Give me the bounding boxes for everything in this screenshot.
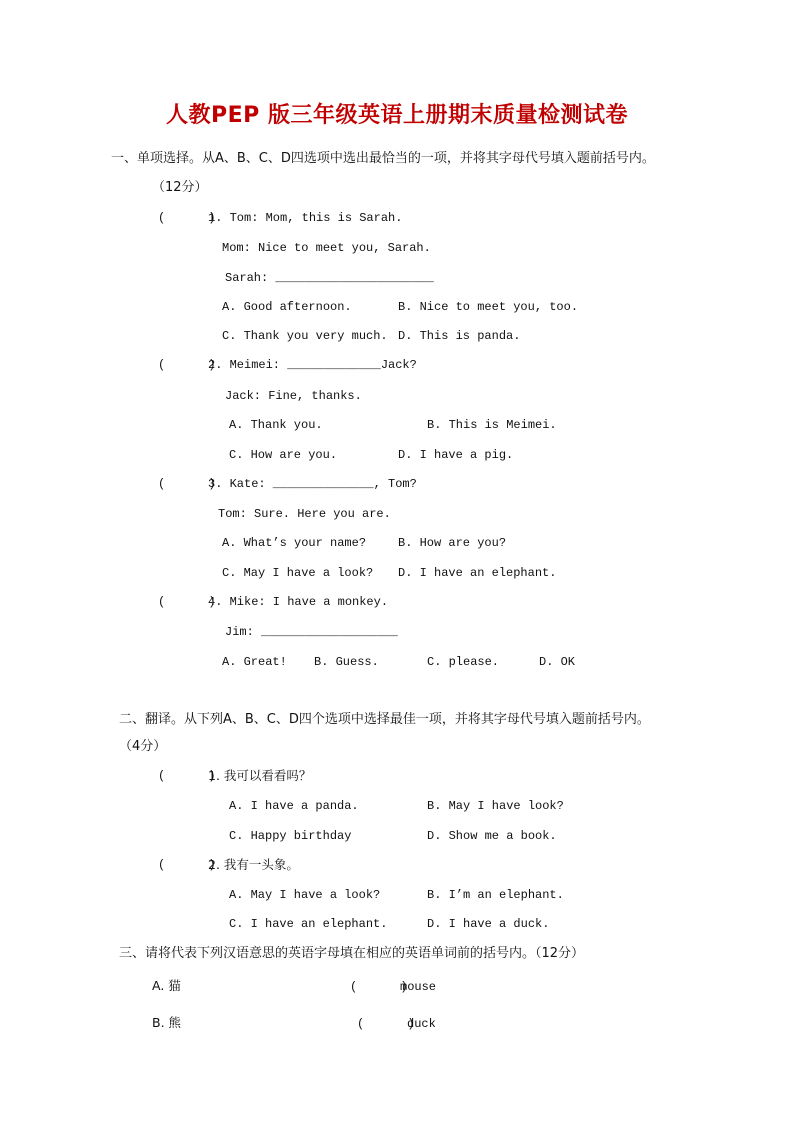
section-2-heading: 二、翻译。从下列A、B、C、D四个选项中选择最佳一项，并将其字母代号填入题前括号内。 (119, 712, 650, 727)
option-c: C. Happy birthday (229, 829, 352, 843)
dialogue-line: Mom: Nice to meet you, Sarah. (222, 241, 431, 255)
match-label: A. 猫 (152, 978, 181, 993)
option-c: C. May I have a look? (222, 566, 374, 580)
page-title: 人教PEP 版三年级英语上册期末质量检测试卷 (166, 103, 628, 128)
option-b: B. Guess. (314, 655, 379, 669)
option-b: B. Nice to meet you, too. (398, 300, 579, 314)
question-stem: 3. Kate: ______________, Tom? (208, 477, 417, 491)
option-b: B. I’m an elephant. (427, 888, 564, 902)
section-2-points: （4分） (119, 739, 167, 754)
option-d: D. I have a pig. (398, 448, 514, 462)
question-stem: 2. Meimei: _____________Jack? (208, 358, 417, 372)
section-1-points: （12分） (152, 180, 208, 195)
answer-bracket[interactable]: ( ) (158, 211, 216, 225)
question-stem: 4. Mike: I have a monkey. (208, 595, 389, 609)
option-a: A. I have a panda. (229, 799, 359, 813)
dialogue-line: Jim: ___________________ (225, 625, 398, 639)
option-a: A. What’s your name? (222, 536, 367, 550)
option-d: D. I have a duck. (427, 917, 550, 931)
question-stem: 1. Tom: Mom, this is Sarah. (208, 211, 403, 225)
option-d: D. I have an elephant. (398, 566, 557, 580)
question-stem: 2. 我有一头象。 (208, 857, 299, 872)
answer-bracket[interactable]: ( ) (158, 477, 216, 491)
option-d: D. This is panda. (398, 329, 521, 343)
section-3-heading: 三、请将代表下列汉语意思的英语字母填在相应的英语单词前的括号内。（12分） (119, 946, 585, 961)
option-c: C. How are you. (229, 448, 338, 462)
section-1-heading: 一、单项选择。从A、B、C、D四选项中选出最恰当的一项，并将其字母代号填入题前括号内。 (111, 151, 655, 166)
option-c: C. I have an elephant. (229, 917, 388, 931)
answer-bracket[interactable]: ( ) (158, 769, 216, 783)
question-stem: 1. 我可以看看吗？ (208, 768, 312, 783)
match-label: B. 熊 (152, 1015, 182, 1030)
option-b: B. This is Meimei. (427, 418, 557, 432)
dialogue-line: Jack: Fine, thanks. (225, 389, 362, 403)
option-b: B. May I have look? (427, 799, 564, 813)
dialogue-line: Tom: Sure. Here you are. (218, 507, 391, 521)
dialogue-line: Sarah: ______________________ (225, 271, 434, 285)
option-d: D. OK (539, 655, 576, 669)
answer-bracket[interactable]: ( ) (350, 980, 408, 994)
answer-bracket[interactable]: ( ) (158, 858, 216, 872)
option-a: A. Good afternoon. (222, 300, 352, 314)
option-c: C. please. (427, 655, 500, 669)
option-c: C. Thank you very much. (222, 329, 388, 343)
option-a: A. Thank you. (229, 418, 323, 432)
match-word: duck (407, 1017, 436, 1031)
answer-bracket[interactable]: ( ) (158, 358, 216, 372)
match-word: mouse (400, 980, 437, 994)
option-b: B. How are you? (398, 536, 507, 550)
answer-bracket[interactable]: ( ) (357, 1017, 415, 1031)
option-a: A. Great! (222, 655, 287, 669)
option-a: A. May I have a look? (229, 888, 381, 902)
answer-bracket[interactable]: ( ) (158, 595, 216, 609)
option-d: D. Show me a book. (427, 829, 557, 843)
